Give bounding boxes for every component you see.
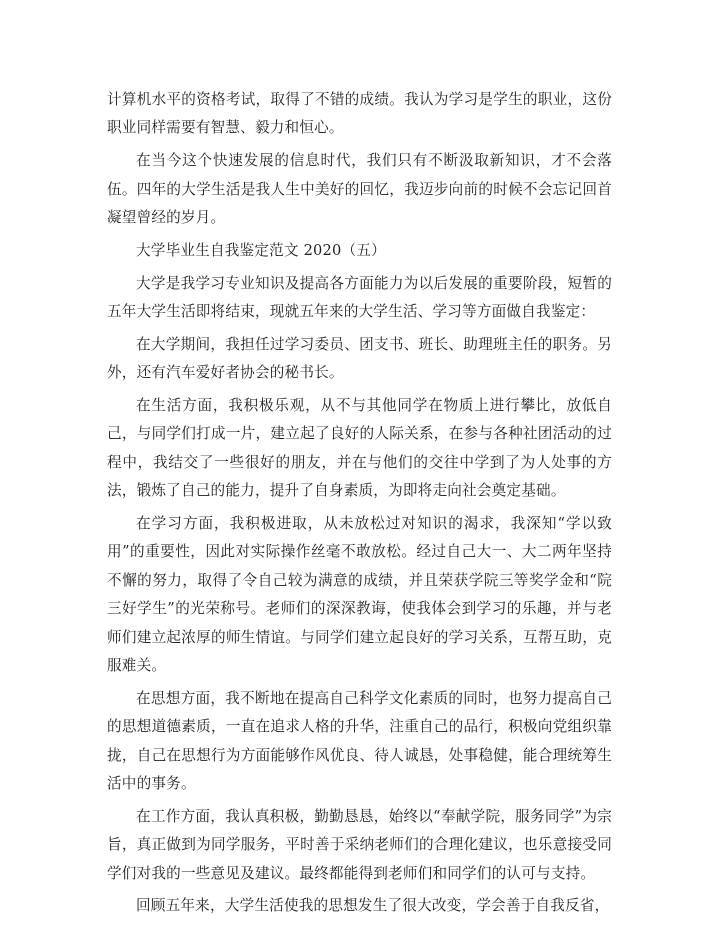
- paragraph: 在工作方面，我认真积极，勤勤恳恳，始终以“奉献学院，服务同学”为宗旨，真正做到为同学服务，平时善于采纳老师们的合理化建议，也乐意接受同学们对我的一些意见及建议。最终都能得到老师们和同学们的认可与支持。: [107, 807, 612, 882]
- paragraph: 在学习方面，我积极进取，从未放松过对知识的渴求，我深知“学以致用”的重要性，因此对实际操作丝毫不敢放松。经过自己大一、大二两年坚持不懈的努力，取得了令自己较为满意的成绩，并且荣获学院三等奖学金和“院三好学生”的光荣称号。老师们的深深教诲，使我体会到学习的乐趣，并与老师们建立起浓厚的师生情谊。与同学们建立起良好的学习关系，互帮互助，克服难关。: [107, 515, 612, 675]
- paragraph: 大学是我学习专业知识及提高各方面能力为以后发展的重要阶段，短暂的五年大学生活即将结束，现就五年来的大学生活、学习等方面做自我鉴定：: [107, 274, 612, 321]
- paragraph: 在思想方面，我不断地在提高自己科学文化素质的同时，也努力提高自己的思想道德素质，一直在追求人格的升华，注重自己的品行，积极向党组织靠拢，自己在思想行为方面能够作风优良、待人诚恳，处事稳健，能合理统筹生活中的事务。: [107, 689, 612, 793]
- document-body: [107, 86, 612, 925]
- paragraph: 在大学期间，我担任过学习委员、团支书、班长、助理班主任的职务。另外，还有汽车爱好者协会的秘书长。: [107, 335, 612, 382]
- section-heading: 大学毕业生自我鉴定范文 2020（五）: [136, 241, 386, 259]
- paragraph: 计算机水平的资格考试，取得了不错的成绩。我认为学习是学生的职业，这份职业同样需要有智慧、毅力和恒心。: [107, 91, 612, 137]
- paragraph: 回顾五年来，大学生活使我的思想发生了很大改变，学会善于自我反省，: [136, 897, 610, 915]
- paragraph: 在当今这个快速发展的信息时代，我们只有不断汲取新知识，才不会落伍。四年的大学生活是我人生中美好的回忆，我迈步向前的时候不会忘记回首凝望曾经的岁月。: [107, 152, 612, 227]
- paragraph: 在生活方面，我积极乐观，从不与其他同学在物质上进行攀比，放低自己，与同学们打成一片，建立起了良好的人际关系，在参与各种社团活动的过程中，我结交了一些很好的朋友，并在与他们的交往中学到了为人处事的方法，锻炼了自己的能力，提升了自身素质，为即将走向社会奠定基础。: [107, 397, 612, 500]
